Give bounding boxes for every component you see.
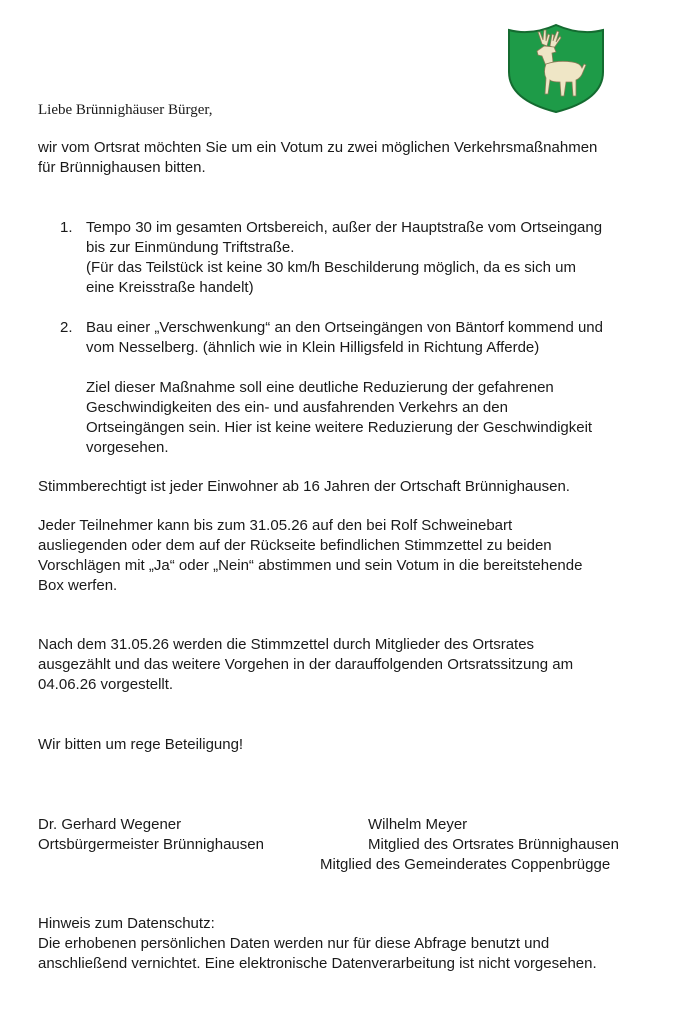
privacy-line: anschließend vernichtet. Eine elektronische Datenverarbeitung ist nicht vorgesehen.: [38, 955, 597, 972]
voting-line: Jeder Teilnehmer kann bis zum 31.05.26 auf den bei Rolf Schweinebart: [38, 517, 513, 534]
voting-line: Vorschlägen mit „Ja“ oder „Nein“ abstimmen und sein Votum in die bereitstehende: [38, 557, 583, 574]
proposal-note-line: Ortseingängen sein. Hier ist keine weitere Reduzierung der Geschwindigkeit: [86, 419, 593, 436]
privacy-heading: Hinweis zum Datenschutz:: [38, 915, 215, 932]
proposal-line: vom Nesselberg. (ähnlich wie in Klein Hilligsfeld in Richtung Afferde): [86, 339, 540, 356]
proposal-note-line: Geschwindigkeiten des ein- und ausfahrenden Verkehrs an den: [86, 399, 508, 416]
counting-line: ausgezählt und das weitere Vorgehen in der darauffolgenden Ortsratssitzung am: [38, 656, 574, 673]
proposal-item: [38, 318, 648, 458]
privacy-line: Die erhobenen persönlichen Daten werden nur für diese Abfrage benutzt und: [38, 935, 550, 952]
proposal-line: eine Kreisstraße handelt): [86, 279, 254, 296]
proposal-list: [38, 218, 648, 458]
proposal-number: 1.: [60, 219, 73, 236]
intro-line-1: wir vom Ortsrat möchten Sie um ein Votum zu zwei möglichen Verkehrsmaßnahmen: [38, 139, 598, 156]
proposal-item: [38, 218, 648, 298]
counting-line: 04.06.26 vorgestellt.: [38, 676, 174, 693]
signatory-right-role-1: Mitglied des Ortsrates Brünnighausen: [368, 836, 619, 853]
stag-coat-of-arms-icon: [506, 22, 606, 114]
proposal-note-line: Ziel dieser Maßnahme soll eine deutliche Reduzierung der gefahrenen: [86, 379, 554, 396]
signatory-left-role: Ortsbürgermeister Brünnighausen: [38, 836, 264, 853]
proposal-line: bis zur Einmündung Triftstraße.: [86, 239, 295, 256]
voting-paragraph: [38, 516, 582, 596]
eligibility-text: Stimmberechtigt ist jeder Einwohner ab 16 Jahren der Ortschaft Brünnighausen.: [38, 478, 570, 495]
proposal-line: Tempo 30 im gesamten Ortsbereich, außer der Hauptstraße vom Ortseingang: [86, 219, 603, 236]
closing-text: Wir bitten um rege Beteiligung!: [38, 736, 244, 753]
privacy-notice: [38, 914, 597, 974]
voting-line: ausliegenden oder dem auf der Rückseite befindlichen Stimmzettel zu beiden: [38, 537, 552, 554]
signatory-left-name: Dr. Gerhard Wegener: [38, 816, 182, 833]
proposal-line: (Für das Teilstück ist keine 30 km/h Beschilderung möglich, da es sich um: [86, 259, 576, 276]
signatory-right-role-2: Mitglied des Gemeinderates Coppenbrügge: [320, 856, 611, 873]
voting-line: Box werfen.: [38, 577, 118, 594]
intro-line-2: für Brünnighausen bitten.: [38, 159, 206, 176]
proposal-number: 2.: [60, 319, 73, 336]
proposal-line: Bau einer „Verschwenkung“ an den Ortseingängen von Bäntorf kommend und: [86, 319, 603, 336]
proposal-note-line: vorgesehen.: [86, 439, 169, 456]
counting-line: Nach dem 31.05.26 werden die Stimmzettel durch Mitglieder des Ortsrates: [38, 636, 535, 653]
signatory-right-name: Wilhelm Meyer: [368, 816, 468, 833]
counting-paragraph: [38, 635, 573, 695]
greeting: Liebe Brünnighäuser Bürger,: [38, 102, 213, 118]
